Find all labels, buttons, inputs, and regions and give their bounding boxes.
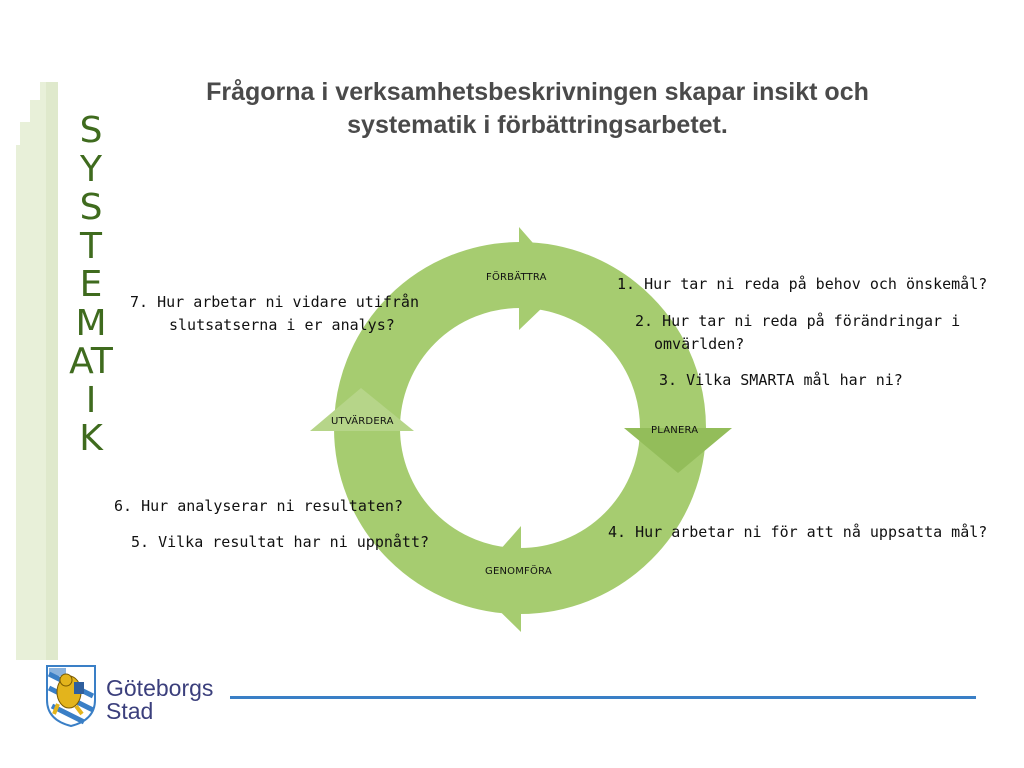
- letter: Y: [80, 148, 102, 190]
- slide-title: Frågorna i verksamhetsbeskrivningen skapar insikt och systematik i förbättringsarbetet.: [206, 78, 869, 139]
- letter: M: [75, 302, 107, 344]
- question-6: 6. Hur analyserar ni resultaten?: [114, 497, 403, 515]
- question-1: 1. Hur tar ni reda på behov och önskemål?: [617, 275, 988, 293]
- letter: I: [85, 379, 97, 421]
- letter: K: [79, 418, 103, 459]
- letter: T: [80, 225, 102, 267]
- stage-utvardera: UTVÄRDERA: [331, 416, 394, 427]
- letter: S: [79, 187, 103, 228]
- stage-planera: PLANERA: [651, 425, 699, 436]
- question-2-line-2: omvärlden?: [654, 335, 745, 353]
- logo-line-1: Göteborgs: [106, 675, 214, 701]
- question-4: 4. Hur arbetar ni för att nå uppsatta mål?: [608, 523, 988, 541]
- letter: AT: [69, 341, 113, 382]
- stage-forbattra: FÖRBÄTTRA: [486, 272, 547, 283]
- question-2-line-1: 2. Hur tar ni reda på förändringar i: [635, 312, 961, 330]
- letter: E: [79, 264, 103, 305]
- stage-genomfora: GENOMFÖRA: [485, 566, 552, 577]
- question-7-line-1: 7. Hur arbetar ni vidare utifrån: [130, 293, 419, 311]
- coat-of-arms-icon: [47, 666, 95, 726]
- logo-line-2: Stad: [106, 698, 154, 724]
- letter: S: [79, 110, 103, 151]
- question-7-line-2: slutsatserna i er analys?: [169, 316, 395, 334]
- logo-text: [106, 677, 213, 723]
- question-5: 5. Vilka resultat har ni uppnått?: [131, 533, 430, 551]
- footer-divider: [230, 696, 976, 699]
- question-3: 3. Vilka SMARTA mål har ni?: [659, 371, 903, 389]
